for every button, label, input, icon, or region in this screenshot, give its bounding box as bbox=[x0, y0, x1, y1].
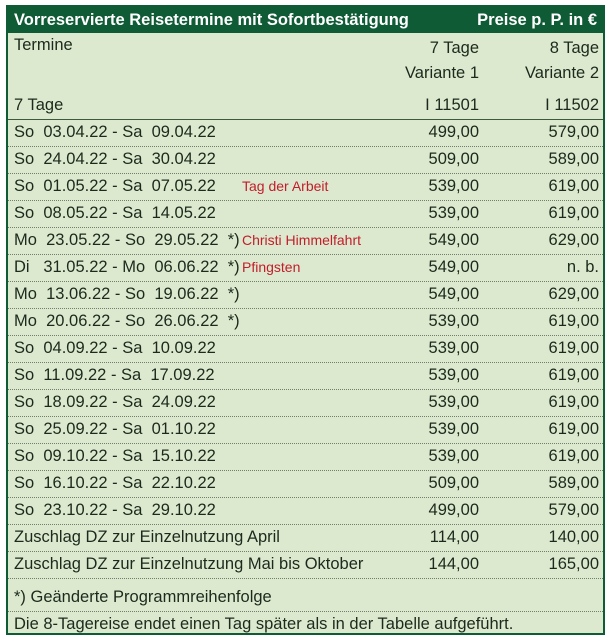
row-price-variante-2: 629,00 bbox=[548, 231, 599, 249]
row-date: So 01.05.22 - Sa 07.05.22 bbox=[14, 177, 216, 195]
row-price-variante-1: 499,00 bbox=[428, 123, 479, 141]
table-row bbox=[8, 470, 603, 498]
row-price-variante-2: 619,00 bbox=[548, 420, 599, 438]
row-price-variante-2: 579,00 bbox=[548, 501, 599, 519]
row-price-variante-2: n. b. bbox=[566, 258, 599, 276]
row-date: Mo 20.06.22 - So 26.06.22 *) bbox=[14, 312, 240, 330]
row-price-variante-1: 539,00 bbox=[428, 177, 479, 195]
price-table bbox=[6, 5, 605, 635]
table-row bbox=[8, 416, 603, 444]
row-price-variante-2: 619,00 bbox=[548, 447, 599, 465]
row-price-variante-1: 144,00 bbox=[428, 555, 479, 573]
row-date: So 11.09.22 - Sa 17.09.22 bbox=[14, 366, 215, 384]
row-date: So 18.09.22 - Sa 24.09.22 bbox=[14, 393, 216, 411]
table-row bbox=[8, 551, 603, 579]
table-header-bar bbox=[8, 7, 603, 33]
row-price-variante-2: 589,00 bbox=[548, 474, 599, 492]
row-date: Mo 13.06.22 - So 19.06.22 *) bbox=[14, 285, 240, 303]
table-row bbox=[8, 146, 603, 174]
row-price-variante-2: 619,00 bbox=[548, 393, 599, 411]
column-variante-2 bbox=[525, 36, 599, 86]
row-date: So 04.09.22 - Sa 10.09.22 bbox=[14, 339, 216, 357]
row-price-variante-1: 509,00 bbox=[428, 474, 479, 492]
column-variante-2-name: Variante 2 bbox=[525, 64, 599, 82]
row-date: So 08.05.22 - Sa 14.05.22 bbox=[14, 204, 216, 222]
column-variante-2-days: 8 Tage bbox=[549, 39, 599, 57]
footnote-program-order: *) Geänderte Programmreihenfolge bbox=[14, 588, 272, 606]
row-date: Mo 23.05.22 - So 29.05.22 *) bbox=[14, 231, 240, 249]
row-holiday-note: Christi Himmelfahrt bbox=[242, 232, 362, 248]
column-headers bbox=[8, 34, 603, 92]
row-price-variante-2: 165,00 bbox=[548, 555, 599, 573]
column-variante-1-name: Variante 1 bbox=[405, 64, 479, 82]
table-row bbox=[8, 200, 603, 228]
row-price-variante-2: 619,00 bbox=[548, 177, 599, 195]
table-row bbox=[8, 308, 603, 336]
row-price-variante-2: 589,00 bbox=[548, 150, 599, 168]
row-price-variante-1: 114,00 bbox=[429, 528, 479, 546]
row-date: So 16.10.22 - Sa 22.10.22 bbox=[14, 474, 216, 492]
row-date: So 25.09.22 - Sa 01.10.22 bbox=[14, 420, 216, 438]
table-row bbox=[8, 227, 603, 255]
table-row bbox=[8, 524, 603, 552]
table-row bbox=[8, 281, 603, 309]
footnote-8-day-trip: Die 8-Tagereise endet einen Tag später als in der Tabelle aufgeführt. bbox=[14, 615, 514, 633]
row-price-variante-1: 539,00 bbox=[428, 204, 479, 222]
row-price-variante-1: 539,00 bbox=[428, 339, 479, 357]
row-date: 7 Tage bbox=[14, 96, 64, 114]
table-row bbox=[8, 362, 603, 390]
row-price-variante-1: 539,00 bbox=[428, 420, 479, 438]
row-price-variante-1: 539,00 bbox=[428, 393, 479, 411]
row-price-variante-1: 509,00 bbox=[428, 150, 479, 168]
row-date: Zuschlag DZ zur Einzelnutzung April bbox=[14, 528, 280, 546]
column-variante-1 bbox=[405, 36, 479, 86]
row-price-variante-1: 539,00 bbox=[428, 312, 479, 330]
row-date: So 23.10.22 - Sa 29.10.22 bbox=[14, 501, 216, 519]
table-row bbox=[8, 254, 603, 282]
table-row bbox=[8, 497, 603, 525]
prices-label: Preise p. P. in € bbox=[477, 11, 597, 29]
row-price-variante-1: 539,00 bbox=[428, 366, 479, 384]
row-date: Di 31.05.22 - Mo 06.06.22 *) bbox=[14, 258, 240, 276]
row-price-variante-1: 549,00 bbox=[428, 231, 479, 249]
row-date: So 09.10.22 - Sa 15.10.22 bbox=[14, 447, 216, 465]
table-title: Vorreservierte Reisetermine mit Sofortbestätigung bbox=[14, 11, 409, 29]
table-row bbox=[8, 443, 603, 471]
row-price-variante-2: 579,00 bbox=[548, 123, 599, 141]
row-price-variante-1: 539,00 bbox=[428, 447, 479, 465]
row-date: So 03.04.22 - Sa 09.04.22 bbox=[14, 123, 216, 141]
footnote-row bbox=[8, 611, 603, 635]
row-price-variante-2: 629,00 bbox=[548, 285, 599, 303]
row-price-variante-2: 619,00 bbox=[548, 312, 599, 330]
row-holiday-note: Pfingsten bbox=[242, 259, 301, 275]
row-price-variante-1: 499,00 bbox=[428, 501, 479, 519]
row-price-variante-2: 619,00 bbox=[548, 366, 599, 384]
row-price-variante-1: 549,00 bbox=[428, 258, 479, 276]
table-row bbox=[8, 92, 603, 120]
table-row bbox=[8, 389, 603, 417]
column-variante-1-days: 7 Tage bbox=[429, 39, 479, 57]
row-price-variante-2: 619,00 bbox=[548, 339, 599, 357]
row-price-variante-2: I 11502 bbox=[545, 96, 599, 114]
row-price-variante-1: 549,00 bbox=[428, 285, 479, 303]
row-price-variante-2: 140,00 bbox=[548, 528, 599, 546]
row-price-variante-2: 619,00 bbox=[548, 204, 599, 222]
table-row bbox=[8, 335, 603, 363]
table-row bbox=[8, 173, 603, 201]
row-date: So 24.04.22 - Sa 30.04.22 bbox=[14, 150, 216, 168]
row-holiday-note: Tag der Arbeit bbox=[242, 178, 329, 194]
row-date: Zuschlag DZ zur Einzelnutzung Mai bis Oktober bbox=[14, 555, 364, 573]
column-termine: Termine bbox=[14, 36, 73, 54]
footnote-row bbox=[8, 584, 603, 612]
row-price-variante-1: I 11501 bbox=[425, 96, 479, 114]
table-row bbox=[8, 119, 603, 147]
